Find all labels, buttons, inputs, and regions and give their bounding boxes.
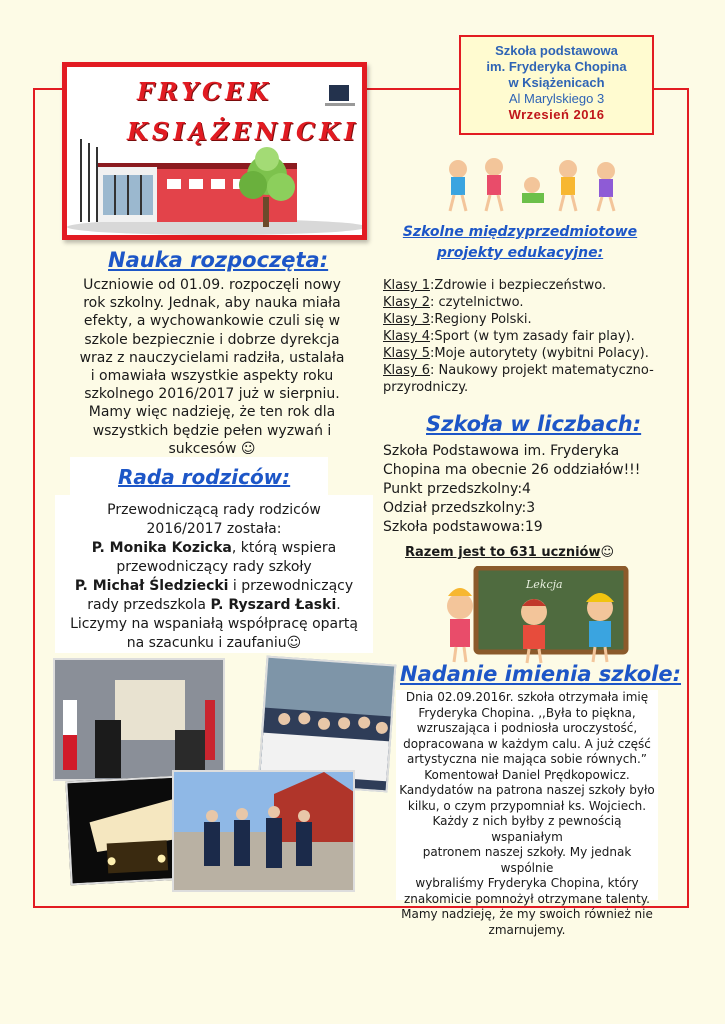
liczby-line: Punkt przedszkolny:4 [383,481,531,497]
children-clipart [436,155,636,217]
imie-line: wybraliśmy Fryderyka Chopina, który [415,876,639,890]
nauka-line: rok szkolny. Jednak, aby nauka miała [83,295,341,312]
imie-line: patronem naszej szkoły. My jednak wspólnie [422,845,632,875]
projekty-item: Klasy 2: czytelnictwo. [383,295,524,310]
liczby-line: Szkoła podstawowa:19 [383,519,543,535]
projekty-item: Klasy 4:Sport (w tym zasady fair play). [383,329,635,344]
school-patron-line: im. Fryderyka Chopina [486,59,627,74]
rada-line: 2016/2017 została: [146,521,282,537]
projekty-list [383,277,683,396]
masthead [62,62,367,240]
rada-name-3: P. Ryszard Łaski [210,597,337,613]
projekty-item-tail: przyrodniczy. [383,380,469,395]
imie-line: Każdy z nich byłby z pewnością wspaniałym [432,814,622,844]
rada-line: przewodniczący rady szkoły [116,559,312,575]
nauka-line: efekty, a wychowankowie czuli się w [83,313,341,330]
rada-line: rady przedszkola P. Ryszard Łaski. [87,597,341,613]
imie-line: kilku, o czym przypomniał ks. Wojciech. [407,798,647,813]
liczby-line: Szkoła Podstawowa im. Fryderyka [383,443,620,459]
parade-image [174,772,355,892]
rada-line: na szacunku i zaufaniu☺ [126,635,302,651]
nauka-line: i omawiała wszystkie aspekty roku [90,368,334,385]
rada-box [55,495,373,653]
imie-line: Mamy nadzieję, że my swoich również nie [401,907,653,921]
projekty-item: Klasy 1:Zdrowie i bezpieczeństwo. [383,278,607,293]
imie-line: Kandydatów na patrona naszej szkoły było [399,783,655,797]
rada-heading: Rada rodziców: [118,465,291,489]
masthead-title-line1: FRYCEK [137,77,273,106]
imie-line: zmarnujemy. [488,922,566,937]
nauka-line: Mamy więc nadzieję, że ten rok dla [88,404,336,421]
nauka-line: wszystkich będzie pełen wyzwań i [92,422,332,439]
liczby-line: Odział przedszkolny:3 [383,500,536,516]
imie-line: wzruszająca i podniosła uroczystość, [416,721,638,735]
projekty-heading-line2: projekty edukacyjne: [436,245,604,261]
rada-line: P. Monika Kozicka, którą wspiera [91,540,337,556]
imie-line: Fryderyka Chopina. ,,Była to piękna, [418,705,636,720]
nauka-line: sukcesów ☺ [168,440,256,457]
issue-date: Wrzesień 2016 [508,107,605,122]
school-town-line: w Książenicach [508,75,605,90]
projekty-item: Klasy 3:Regiony Polski. [383,312,532,327]
imie-body [396,690,658,937]
imie-line: artystyczna nie mająca sobie równych.” [407,752,647,766]
chalkboard-kids-clipart [434,566,634,666]
rada-name-1: P. Monika Kozicka [91,540,232,556]
projekty-heading [400,222,640,264]
nauka-line: szkolnego 2016/2017 już w sierpniu. [84,386,340,403]
rada-line: Przewodniczącą rady rodziców [107,502,321,518]
liczby-razem: Razem jest to 631 uczniów☺ [405,545,615,560]
masthead-title-line2: KSIĄŻENICKI [127,117,360,146]
nauka-line: szkole bezpiecznie i dobrze dyrekcja [84,331,340,348]
school-building-illustration [67,67,362,235]
school-name-line: Szkoła podstawowa [495,43,618,58]
rada-name-2: P. Michał Śledziecki [74,578,229,594]
rada-line: P. Michał Śledziecki i przewodniczący [74,578,354,594]
imie-line: dopracowana w każdym calu. A już część [403,736,651,751]
ceremony-flags-image [55,660,225,781]
nauka-line: wraz z nauczycielami radziła, ustalała [79,349,345,366]
parade-photo [172,770,355,892]
nauka-heading: Nauka rozpoczęta: [108,248,329,272]
rada-heading-box [70,457,328,495]
nauka-body [62,276,362,458]
imie-line: Dnia 02.09.2016r. szkoła otrzymała imię [405,690,649,704]
imie-heading: Nadanie imienia szkole: [400,662,682,686]
rada-line: Liczymy na wspaniałą współpracę opartą [70,616,358,632]
school-address-line: Al Marylskiego 3 [508,91,605,106]
projekty-heading-line1: Szkolne międzyprzedmiotowe [402,224,638,240]
ceremony-flags-photo [53,658,225,781]
nauka-line: Uczniowie od 01.09. rozpoczęli nowy [83,277,341,293]
imie-line: znakomicie pomnożył otrzymane talenty. [403,891,650,906]
liczby-body [383,442,683,537]
imie-line: Komentował Daniel Prędkopowicz. [424,767,630,782]
school-info-box [459,35,654,135]
projekty-item: Klasy 6: Naukowy projekt matematyczno- [383,363,654,378]
liczby-line: Chopina ma obecnie 26 oddziałów!!! [383,462,641,478]
projekty-item: Klasy 5:Moje autorytety (wybitni Polacy). [383,346,649,361]
liczby-heading: Szkoła w liczbach: [426,412,642,436]
chalkboard-word: Lekcja [526,578,563,591]
